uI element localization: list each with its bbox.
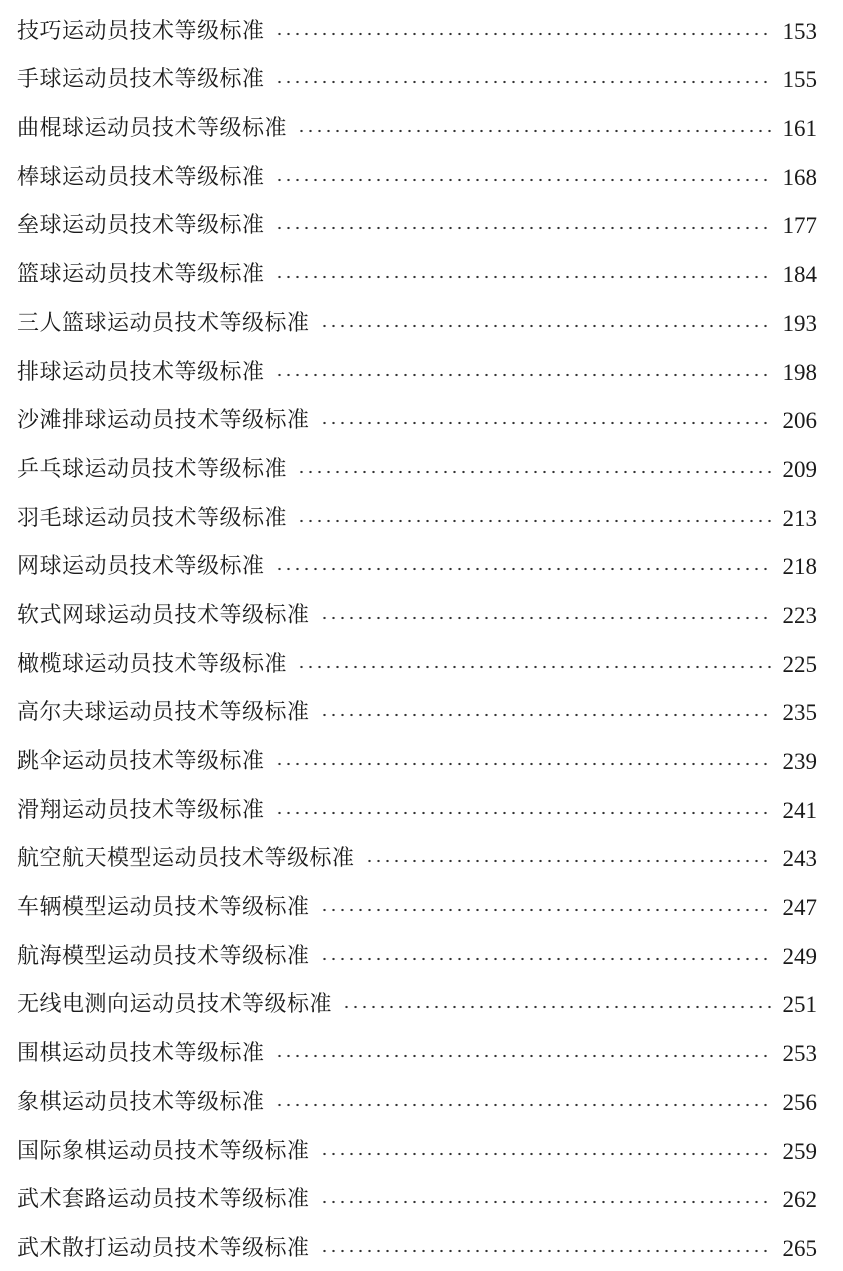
toc-entry-title: 滑翔运动员技术等级标准	[17, 797, 265, 823]
toc-dot-leader	[320, 1249, 771, 1253]
toc-dot-leader	[320, 713, 771, 717]
toc-entry-page-number: 235	[782, 700, 817, 726]
toc-entry-page-number: 251	[782, 992, 817, 1018]
toc-entry-page-number: 161	[782, 116, 817, 142]
toc-dot-leader	[275, 275, 771, 279]
toc-entry[interactable]	[17, 538, 817, 587]
toc-dot-leader	[275, 373, 771, 377]
toc-entry-page-number: 218	[782, 554, 817, 580]
toc-entry-title: 篮球运动员技术等级标准	[17, 262, 265, 288]
toc-entry-title: 棒球运动员技术等级标准	[17, 164, 265, 190]
toc-dot-leader	[365, 859, 771, 863]
toc-entry-page-number: 155	[782, 67, 817, 93]
toc-entry-page-number: 243	[782, 846, 817, 872]
toc-entry-title: 武术散打运动员技术等级标准	[17, 1235, 310, 1261]
toc-entry-page-number: 262	[782, 1187, 817, 1213]
toc-entry-page-number: 247	[782, 895, 817, 921]
toc-entry-title: 羽毛球运动员技术等级标准	[17, 505, 288, 531]
toc-entry-title: 航海模型运动员技术等级标准	[17, 943, 310, 969]
toc-dot-leader	[275, 1103, 771, 1107]
toc-entry[interactable]	[17, 294, 817, 343]
toc-entry-title: 软式网球运动员技术等级标准	[17, 602, 310, 628]
toc-entry-page-number: 239	[782, 749, 817, 774]
toc-dot-leader	[275, 226, 771, 230]
toc-entry[interactable]	[17, 878, 817, 927]
toc-entry-title: 橄榄球运动员技术等级标准	[17, 651, 288, 677]
toc-dot-leader	[320, 616, 771, 620]
toc-entry-title: 航空航天模型运动员技术等级标准	[17, 846, 355, 872]
toc-entry-page-number: 193	[782, 310, 817, 336]
toc-entry-title: 高尔夫球运动员技术等级标准	[17, 700, 310, 726]
toc-entry[interactable]	[17, 635, 817, 684]
toc-entry[interactable]	[17, 1024, 817, 1073]
toc-dot-leader	[275, 567, 771, 571]
toc-entry-title: 三人篮球运动员技术等级标准	[17, 310, 310, 336]
toc-entry-page-number: 198	[782, 359, 817, 385]
toc-dot-leader	[320, 957, 771, 961]
toc-entry-page-number: 265	[782, 1235, 817, 1261]
toc-entry-page-number: 253	[782, 1041, 817, 1067]
toc-dot-leader	[320, 908, 771, 912]
toc-entry-page-number: 209	[782, 456, 817, 482]
toc-entry[interactable]	[17, 440, 817, 489]
toc-entry-page-number: 259	[782, 1138, 817, 1164]
toc-entry-page-number: 184	[782, 262, 817, 288]
toc-entry[interactable]	[17, 732, 817, 781]
toc-entry-page-number: 168	[782, 164, 817, 190]
toc-entry-page-number: 177	[782, 213, 817, 239]
toc-entry[interactable]	[17, 1171, 817, 1220]
toc-entry-title: 手球运动员技术等级标准	[17, 67, 265, 93]
toc-entry-title: 沙滩排球运动员技术等级标准	[17, 408, 310, 434]
toc-dot-leader	[320, 324, 771, 328]
toc-entry[interactable]	[17, 343, 817, 392]
toc-entry[interactable]	[17, 781, 817, 830]
toc-entry[interactable]	[17, 489, 817, 538]
toc-entry[interactable]	[17, 245, 817, 294]
toc-entry-title: 跳伞运动员技术等级标准	[17, 749, 265, 774]
toc-entry[interactable]	[17, 1122, 817, 1171]
toc-dot-leader	[297, 519, 771, 523]
toc-dot-leader	[320, 1152, 771, 1156]
toc-entry[interactable]	[17, 830, 817, 879]
toc-dot-leader	[275, 762, 771, 766]
toc-entry[interactable]	[17, 51, 817, 100]
toc-entry-page-number: 256	[782, 1089, 817, 1115]
toc-dot-leader	[275, 32, 771, 36]
toc-entry[interactable]	[17, 1073, 817, 1122]
toc-dot-leader	[297, 470, 771, 474]
toc-entry-page-number: 206	[782, 408, 817, 434]
toc-dot-leader	[342, 1005, 771, 1009]
toc-dot-leader	[297, 665, 771, 669]
toc-dot-leader	[297, 129, 771, 133]
toc-entry-title: 曲棍球运动员技术等级标准	[17, 116, 288, 142]
toc-entry[interactable]	[17, 927, 817, 976]
toc-entry-page-number: 249	[782, 943, 817, 969]
toc-entry-title: 技巧运动员技术等级标准	[17, 18, 265, 44]
toc-entry[interactable]	[17, 1219, 817, 1268]
toc-entry[interactable]	[17, 2, 817, 51]
toc-entry-page-number: 153	[782, 18, 817, 44]
toc-dot-leader	[275, 80, 771, 84]
toc-entry[interactable]	[17, 976, 817, 1025]
toc-dot-leader	[320, 1200, 771, 1204]
toc-dot-leader	[275, 1054, 771, 1058]
toc-entry-title: 无线电测向运动员技术等级标准	[17, 992, 333, 1018]
toc-entry[interactable]	[17, 148, 817, 197]
toc-dot-leader	[320, 421, 771, 425]
toc-entry-title: 乒乓球运动员技术等级标准	[17, 456, 288, 482]
toc-entry-page-number: 225	[782, 651, 817, 677]
toc-entry-page-number: 223	[782, 602, 817, 628]
toc-entry[interactable]	[17, 392, 817, 441]
toc-entry-title: 国际象棋运动员技术等级标准	[17, 1138, 310, 1164]
toc-entry[interactable]	[17, 684, 817, 733]
toc-entry[interactable]	[17, 99, 817, 148]
toc-entry-title: 武术套路运动员技术等级标准	[17, 1187, 310, 1213]
toc-dot-leader	[275, 811, 771, 815]
toc-entry-title: 围棋运动员技术等级标准	[17, 1041, 265, 1067]
toc-entry-page-number: 241	[782, 797, 817, 823]
toc-entry-page-number: 213	[782, 505, 817, 531]
toc-entry[interactable]	[17, 586, 817, 635]
toc-entry-title: 象棋运动员技术等级标准	[17, 1089, 265, 1115]
toc-dot-leader	[275, 178, 771, 182]
toc-entry-title: 垒球运动员技术等级标准	[17, 213, 265, 239]
toc-entry-title: 排球运动员技术等级标准	[17, 359, 265, 385]
toc-entry[interactable]	[17, 197, 817, 246]
toc-entry-title: 网球运动员技术等级标准	[17, 554, 265, 580]
toc-entry-title: 车辆模型运动员技术等级标准	[17, 895, 310, 921]
